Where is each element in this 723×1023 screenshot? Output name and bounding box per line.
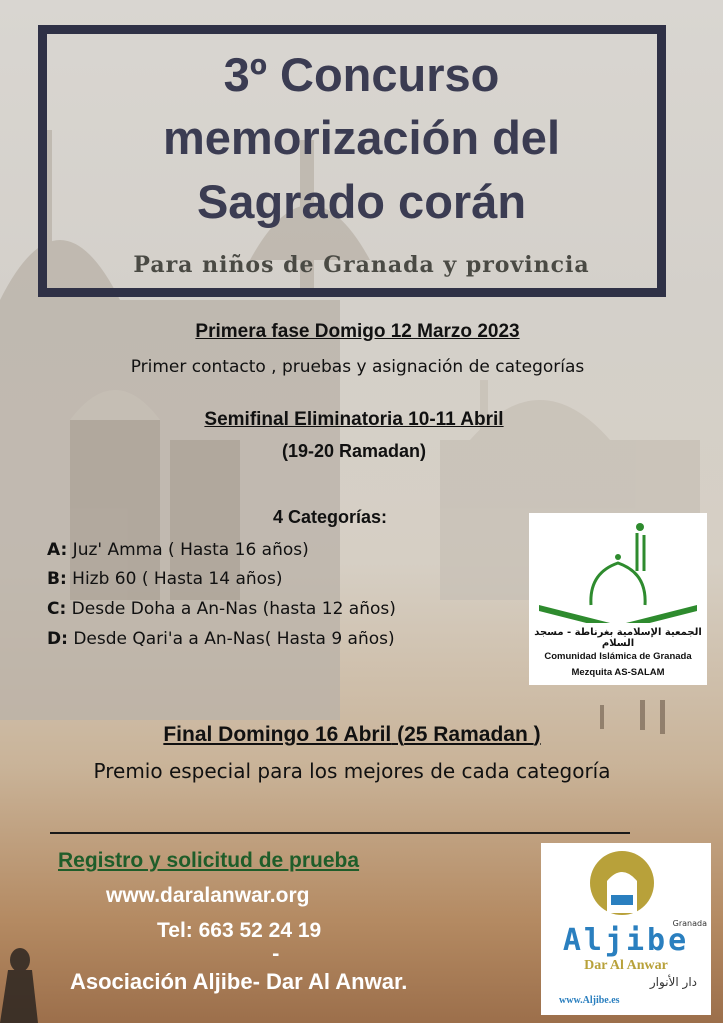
register-link[interactable]: Registro y solicitud de prueba (58, 849, 360, 872)
category-text: Desde Qari'a a An-Nas( Hasta 9 años) (67, 629, 395, 649)
semifinal-sub: (19-20 Ramadan) (281, 441, 427, 461)
comunidad-arabic: الجمعية الإسلامية بغرناطة - مسجد السلام (534, 627, 702, 649)
category-letter: A: (47, 540, 68, 560)
aljibe-name: Aljibe (562, 923, 690, 958)
final-desc: Premio especial para los mejores de cada categoría (93, 759, 611, 783)
final-heading-close: ) (533, 723, 541, 746)
final-heading-date: Final Domingo 16 Abril (163, 723, 392, 746)
website-link[interactable]: www.daralanwar.org (106, 884, 310, 907)
aljibe-arabic: دار الأنوار (649, 975, 697, 989)
category-text: Juz' Amma ( Hasta 16 años) (67, 540, 309, 560)
association-name: Asociación Aljibe- Dar Al Anwar. (70, 969, 408, 994)
category-c (47, 599, 396, 619)
category-letter: D: (47, 629, 68, 649)
title-line-3: Sagrado corán (196, 175, 527, 228)
category-letter: C: (47, 599, 67, 619)
divider (50, 832, 630, 834)
title-line-1: 3º Concurso (223, 48, 500, 101)
final-heading (0, 723, 704, 747)
categories-heading: 4 Categorías: (273, 507, 388, 527)
category-a (47, 540, 309, 560)
phase1-heading: Primera fase Domigo 12 Marzo 2023 (195, 321, 520, 342)
title-line-2: memorización del (163, 111, 560, 164)
category-text: Desde Doha a An-Nas (hasta 12 años) (66, 599, 396, 619)
telephone[interactable]: Tel: 663 52 24 19 (157, 919, 322, 942)
category-d (47, 629, 395, 649)
final-heading-open: ( (391, 723, 405, 746)
category-b (47, 569, 283, 589)
phase1-desc: Primer contacto , pruebas y asignación de categorías (130, 357, 585, 377)
separator-dash: - (272, 944, 280, 965)
category-letter: B: (47, 569, 67, 589)
subtitle: Para niños de Granada y provincia (133, 252, 590, 278)
aljibe-subtitle: Dar Al Anwar (584, 958, 668, 973)
category-text: Hizb 60 ( Hasta 14 años) (66, 569, 283, 589)
comunidad-line1: Comunidad Islámica de Granada (544, 651, 692, 662)
semifinal-heading: Semifinal Eliminatoria 10-11 Abril (204, 409, 504, 430)
final-heading-ramadan: 25 Ramadan (404, 723, 534, 746)
aljibe-web: www.Aljibe.es (559, 995, 620, 1006)
aljibe-logo (541, 843, 711, 1015)
comunidad-line2: Mezquita AS-SALAM (571, 667, 665, 678)
comunidad-islamica-logo (529, 513, 707, 685)
aljibe-granada: Granada (672, 919, 707, 928)
mosque-book-icon (529, 513, 707, 623)
